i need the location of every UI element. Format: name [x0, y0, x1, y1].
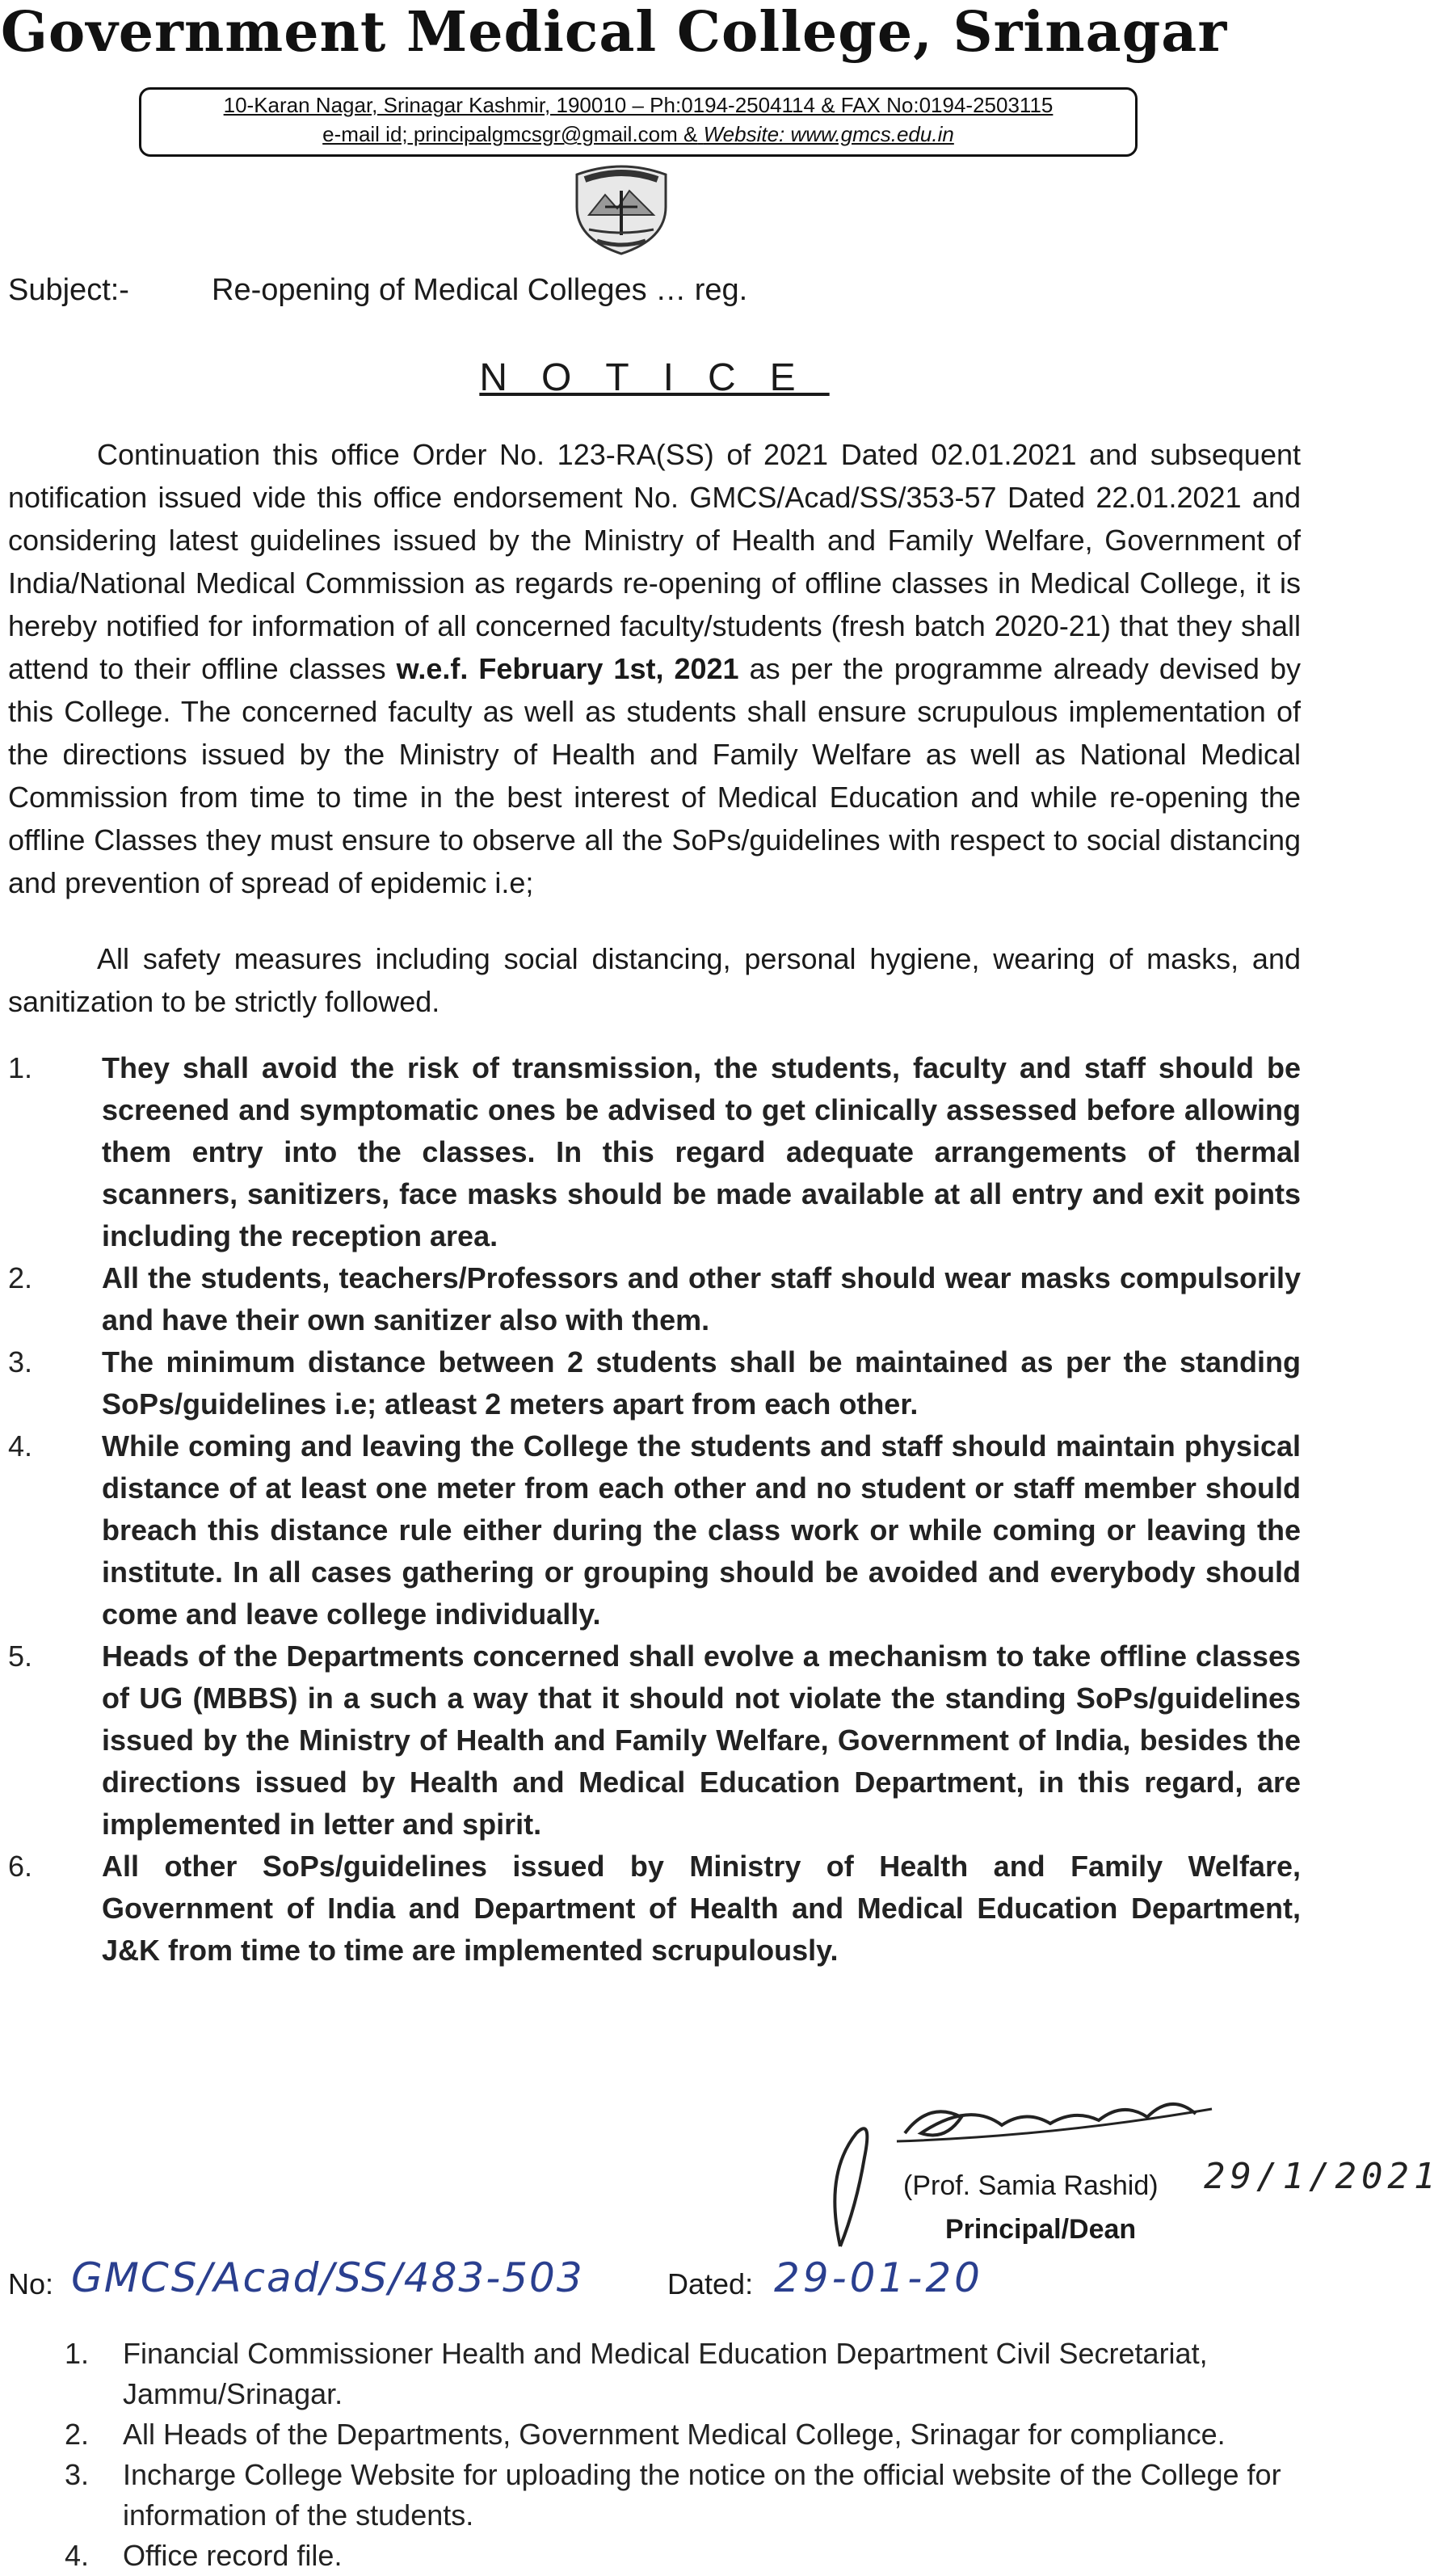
notice-paragraph-2 — [8, 937, 1301, 1023]
list-item: 4. Office record file. — [65, 2539, 343, 2572]
effective-date: w.e.f. February 1st, 2021 — [396, 652, 739, 685]
college-emblem-icon — [561, 158, 682, 255]
guideline-list — [8, 1047, 1301, 1972]
notice-title: NOTICE — [479, 356, 830, 399]
paragraph-2-text: All safety measures including social distancing, personal hygiene, wearing of masks, and sanitization to be strictly followed. — [8, 942, 1301, 1018]
list-item: 4. While coming and leaving the College the students and staff should maintain physical distance of at least one meter from each other and no student or staff member should breach this distance rule either during the class work or while coming or leaving the institute. In all cases gathering or grouping should be avoided and everybody should come and leave college individually. — [8, 1429, 1301, 1631]
reference-number-value: GMCS/Acad/SS/483-503 — [71, 2254, 584, 2301]
list-item: 3. Incharge College Website for uploading the notice on the official website of the College for information of the students. — [65, 2458, 1281, 2532]
subject-text: Re-opening of Medical Colleges … reg. — [212, 273, 748, 307]
notice-paragraph-1 — [8, 433, 1301, 904]
address-line: 10-Karan Nagar, Srinagar Kashmir, 190010 – Ph:0194-2504114 & FAX No:0194-2503115 — [223, 93, 1054, 117]
reference-date-label: Dated: — [667, 2267, 754, 2300]
signature-date: 29/1/2021 — [1204, 2156, 1440, 2197]
subject-label: Subject:- — [8, 273, 129, 307]
paragraph-1-part-2: as per the programme already devised by this College. The concerned faculty as well as students shall ensure scrupulous implementation of the directions issued by the Ministry of Health and Family Welfare as well as National Medical Commission from time to time in the best interest of Medical Education and while re-opening the offline Classes they must ensure to observe all the SoPs/guidelines with respect to social distancing and prevention of spread of epidemic i.e; — [8, 652, 1301, 899]
list-item: 1. They shall avoid the risk of transmission, the students, faculty and staff should be screened and symptomatic ones be advised to get clinically assessed before allowing them entry into the classes. In this regard adequate arrangements of thermal scanners, sanitizers, face masks should be made available at all entry and exit points including the reception area. — [8, 1051, 1301, 1252]
reference-date-value: 29-01-20 — [774, 2254, 983, 2301]
list-item: 1. Financial Commissioner Health and Medical Education Department Civil Secretariat, Jammu/Srinagar. — [65, 2337, 1208, 2410]
list-item: 5. Heads of the Departments concerned shall evolve a mechanism to take offline classes of UG (MBBS) in a such a way that it should not violate the standing SoPs/guidelines issued by the Ministry of Health and Family Welfare, Government of India, besides the directions issued by Health and Medical Education Department, in this regard, are implemented in letter and spirit. — [8, 1639, 1301, 1841]
college-name: Government Medical College, Srinagar — [0, 0, 1228, 65]
list-item: 6. All other SoPs/guidelines issued by Ministry of Health and Family Welfare, Government of India and Department of Health and Medical Education Department, J&K from time to time are implemented scrupulously. — [8, 1850, 1301, 1967]
copy-to-list — [8, 2334, 1309, 2576]
email-text: e-mail id; principalgmcsgr@gmail.com & — [322, 122, 698, 146]
address-box — [139, 87, 1138, 157]
reference-number-label: No: — [8, 2267, 54, 2300]
contact-line — [141, 122, 1135, 147]
list-item: 2. All the students, teachers/Professors and other staff should wear masks compulsorily and have their own sanitizer also with them. — [8, 1261, 1301, 1336]
website-link[interactable]: Website: www.gmcs.edu.in — [703, 122, 954, 146]
paragraph-1-part-1: Continuation this office Order No. 123-RA(SS) of 2021 Dated 02.01.2021 and subsequent notification issued vide this office endorsement No. GMCS/Acad/SS/353-57 Dated 22.01.2021 and considering latest guidelines issued by the Ministry of Health and Family Welfare, Government of India/National Medical Commission as regards re-opening of offline classes in Medical College, it is hereby notified for information of all concerned faculty/students (fresh batch 2020-21) that they shall attend to their offline classes — [8, 438, 1301, 685]
list-item: 3. The minimum distance between 2 students shall be maintained as per the standing SoPs/guidelines i.e; atleast 2 meters apart from each other. — [8, 1345, 1301, 1421]
signatory-name: (Prof. Samia Rashid) — [903, 2170, 1159, 2201]
signatory-designation: Principal/Dean — [945, 2214, 1137, 2245]
list-item: 2. All Heads of the Departments, Government Medical College, Srinagar for compliance. — [65, 2418, 1226, 2451]
